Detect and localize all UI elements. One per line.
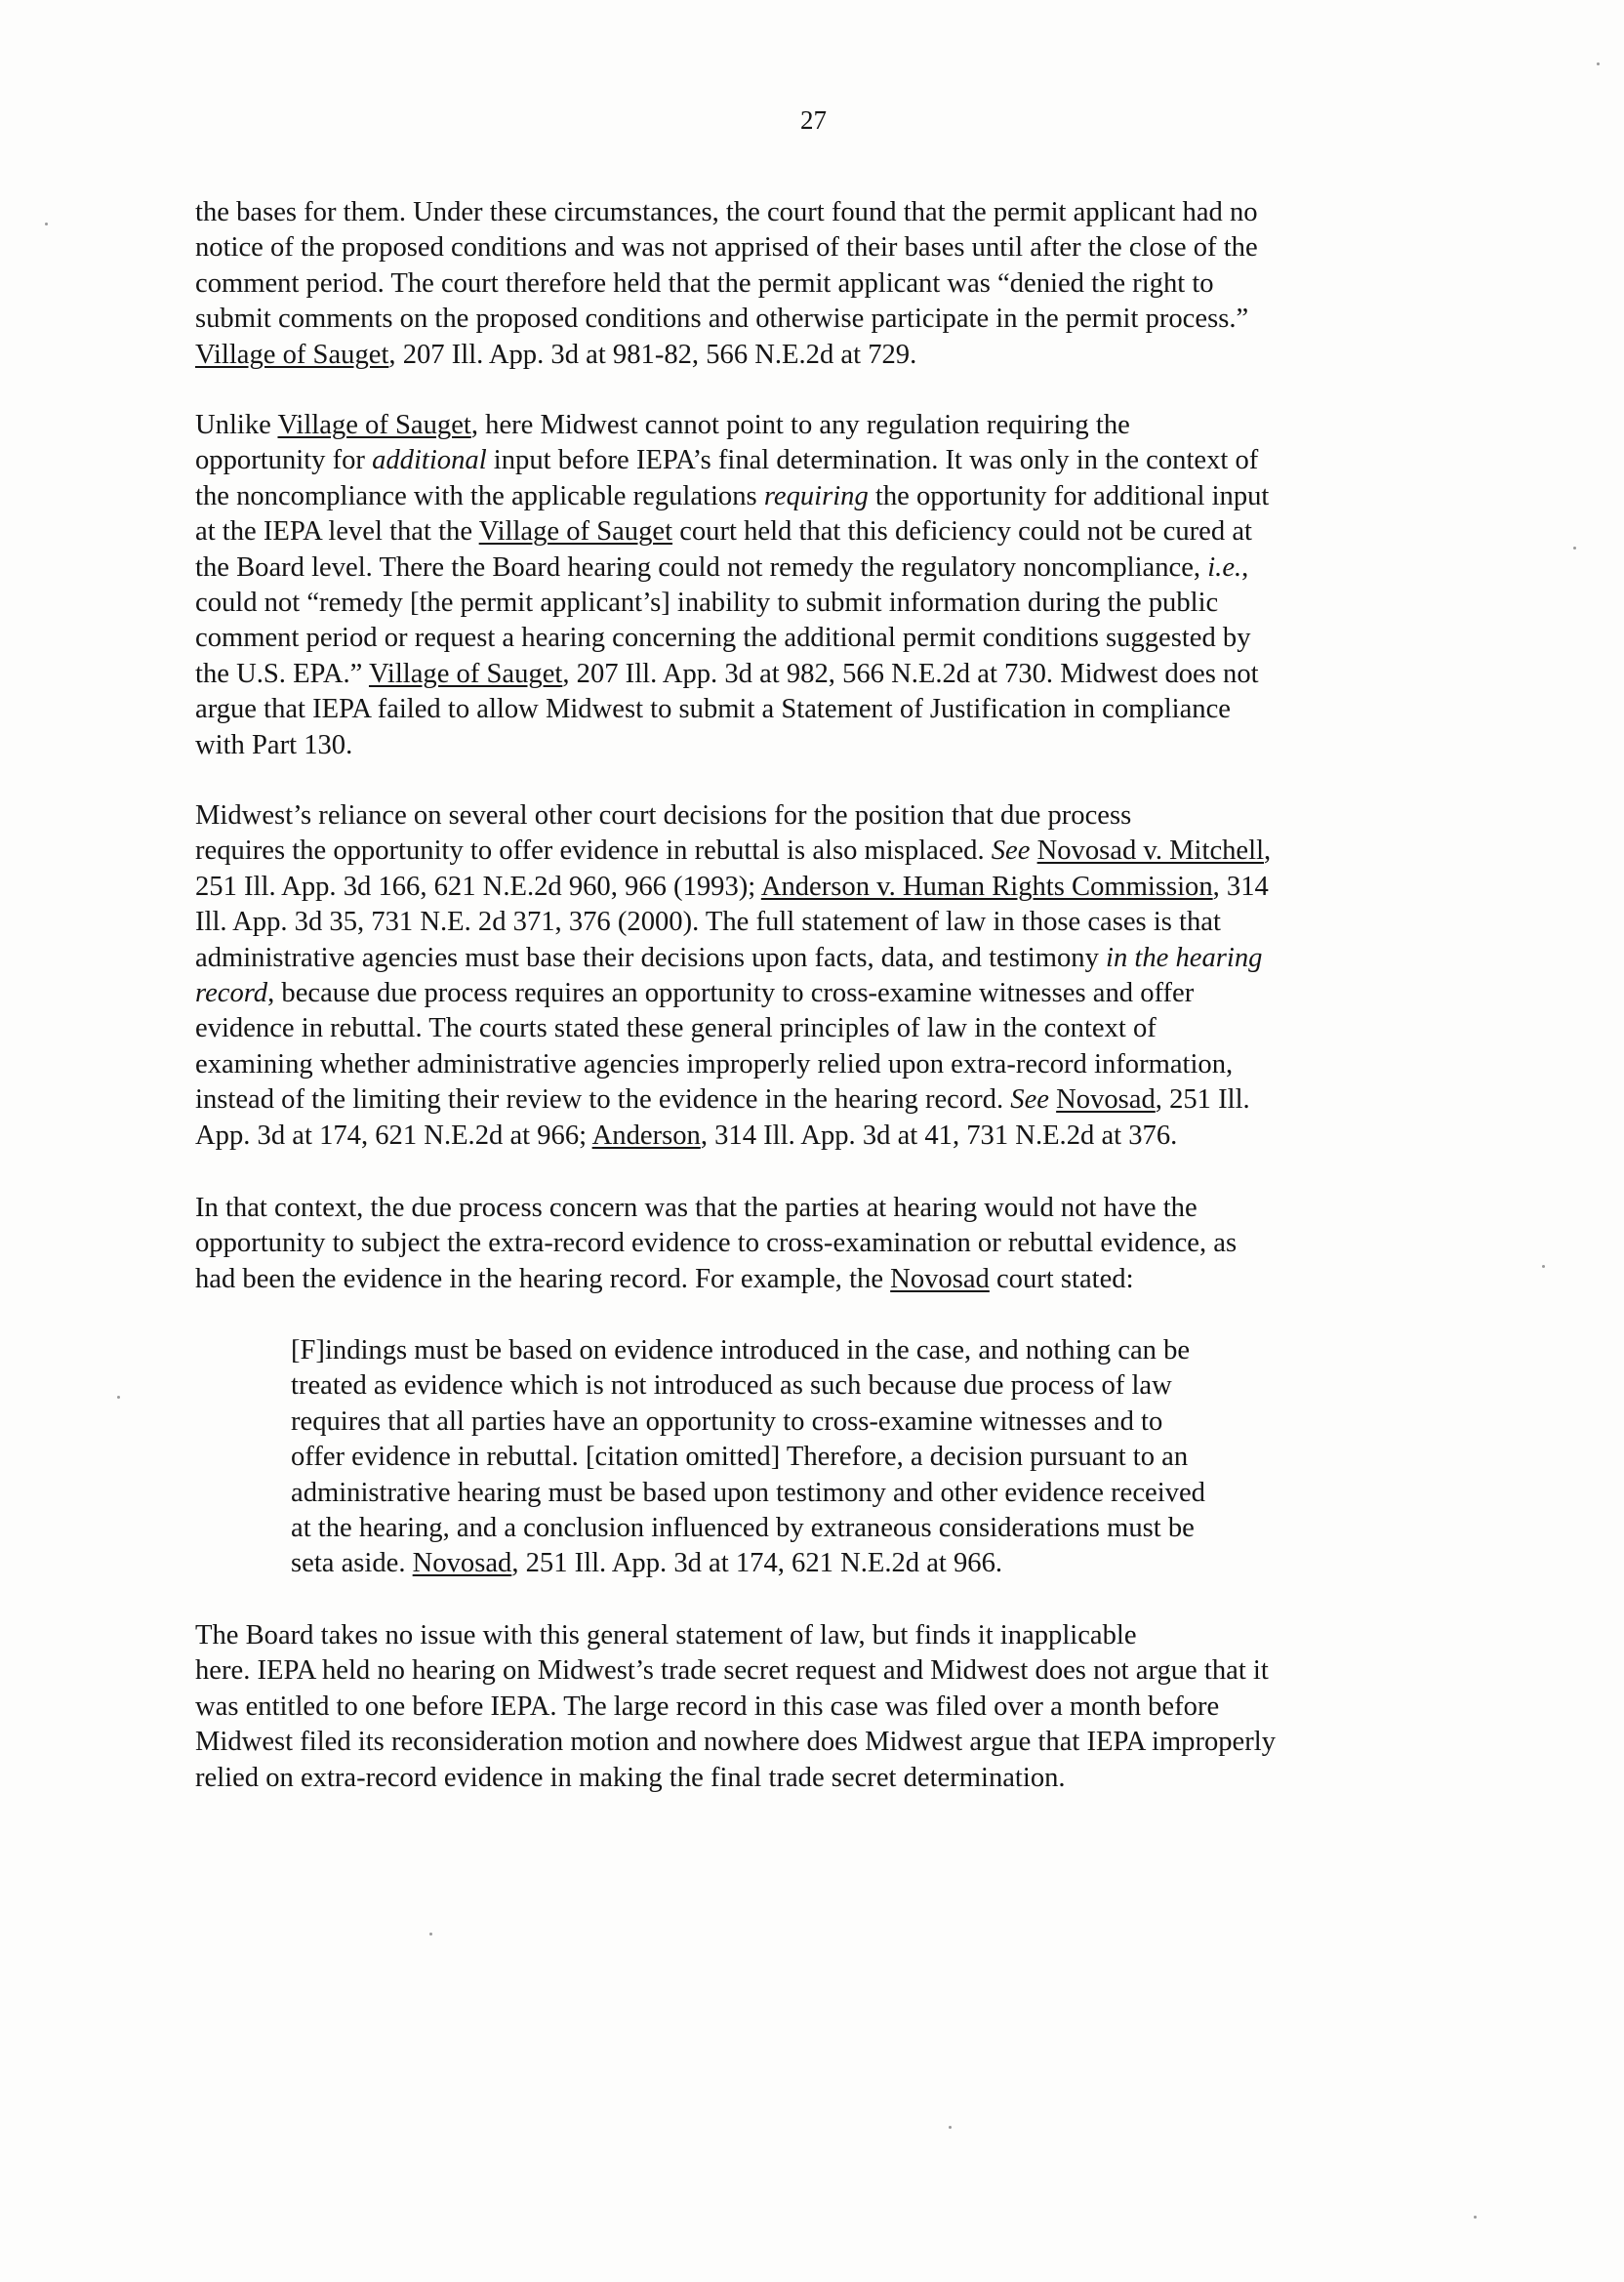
text-segment <box>1030 835 1036 866</box>
text-segment: , because due process requires an opportunity to cross-examine witnesses and offer <box>267 977 1195 1008</box>
emphasis-text: additional <box>372 445 487 476</box>
text-segment: argue that IEPA failed to allow Midwest to submit a Statement of Justification in compliance <box>195 694 1231 725</box>
emphasis-text: in the hearing <box>1106 942 1263 973</box>
text-line <box>195 1047 1430 1082</box>
scan-speck <box>949 2126 952 2129</box>
text-segment: the opportunity for additional input <box>868 480 1270 511</box>
text-segment: , <box>1241 551 1249 583</box>
text-line <box>291 1440 1413 1475</box>
text-line <box>195 443 1430 478</box>
page-number: 27 <box>800 105 827 135</box>
text-segment: comment period or request a hearing concerning the additional permit conditions suggested by <box>195 623 1251 654</box>
text-segment: instead of the limiting their review to the evidence in the hearing record. <box>195 1084 1011 1116</box>
emphasis-text: See <box>1010 1084 1049 1116</box>
emphasis-text: requiring <box>763 480 869 511</box>
text-line <box>195 621 1430 656</box>
text-segment: , here Midwest cannot point to any regulation requiring the <box>470 410 1130 440</box>
case-citation: Village of Sauget <box>478 516 673 548</box>
scan-speck <box>45 223 48 225</box>
text-line <box>195 1119 1430 1154</box>
text-line <box>195 479 1430 514</box>
text-segment: , 251 Ill. App. 3d at 174, 621 N.E.2d at 966. <box>511 1548 1003 1579</box>
text-segment: submit comments on the proposed conditions and otherwise participate in the permit process.” <box>195 304 1249 335</box>
scan-speck <box>1597 62 1600 65</box>
text-segment: Ill. App. 3d 35, 731 N.E. 2d 371, 376 (2000). The full statement of law in those cases is that <box>195 907 1221 938</box>
text-line <box>195 941 1430 976</box>
text-line <box>195 728 1430 763</box>
case-citation: Anderson v. Human Rights Commission <box>760 871 1213 902</box>
text-line <box>195 1653 1430 1689</box>
case-citation: Village of Sauget <box>368 658 563 689</box>
text-line <box>195 266 1430 302</box>
text-segment: [F]indings must be based on evidence introduced in the case, and nothing can be <box>291 1335 1191 1365</box>
text-line <box>195 657 1430 692</box>
text-segment: the bases for them. Under these circumstances, the court found that the permit applicant had no <box>195 197 1258 227</box>
case-citation: Novosad <box>890 1263 990 1294</box>
text-segment: App. 3d at 174, 621 N.E.2d at 966; <box>195 1120 592 1151</box>
text-segment: relied on extra-record evidence in making the final trade secret determination. <box>195 1762 1066 1793</box>
text-line <box>195 798 1430 834</box>
text-segment: the Board level. There the Board hearing could not remedy the regulatory noncompliance, <box>195 551 1208 583</box>
scan-speck <box>117 1396 120 1399</box>
text-segment: The Board takes no issue with this general statement of law, but finds it inapplicable <box>195 1620 1137 1650</box>
text-line <box>195 514 1430 550</box>
text-line <box>195 302 1430 337</box>
text-segment: administrative hearing must be based upon testimony and other evidence received <box>291 1477 1205 1508</box>
text-segment: , 207 Ill. App. 3d at 982, 566 N.E.2d at 730. Midwest does not <box>562 658 1259 689</box>
text-segment: examining whether administrative agencies improperly relied upon extra-record information, <box>195 1048 1234 1080</box>
scan-speck <box>1474 2216 1477 2219</box>
text-line <box>195 195 1430 230</box>
case-citation: Novosad v. Mitchell <box>1036 835 1265 867</box>
text-segment: treated as evidence which is not introduced as such because due process of law <box>291 1370 1172 1402</box>
text-line <box>195 905 1430 940</box>
paragraph-3 <box>195 798 1430 1154</box>
text-line <box>291 1546 1413 1581</box>
text-segment: at the hearing, and a conclusion influenced by extraneous considerations must be <box>291 1512 1195 1543</box>
text-segment: court held that this deficiency could not be cured at <box>672 516 1252 548</box>
scan-speck <box>1542 1265 1545 1268</box>
emphasis-text: record <box>195 977 268 1008</box>
scan-speck <box>1573 547 1576 550</box>
scan-speck <box>429 1933 432 1936</box>
case-citation: Village of Sauget <box>277 410 471 440</box>
text-line <box>195 230 1430 265</box>
text-segment: opportunity to subject the extra-record evidence to cross-examination or rebuttal evidence, as <box>195 1228 1238 1259</box>
text-segment: Unlike <box>195 410 278 440</box>
case-citation: Village of Sauget <box>195 339 389 370</box>
text-line <box>195 586 1430 621</box>
paragraph-4 <box>195 1191 1430 1297</box>
text-line <box>195 1226 1430 1261</box>
text-line <box>195 1725 1430 1760</box>
text-line <box>195 1761 1430 1796</box>
text-segment: court stated: <box>989 1263 1134 1294</box>
text-line <box>195 550 1430 586</box>
text-line <box>195 1191 1430 1226</box>
text-segment: the noncompliance with the applicable regulations <box>195 480 764 511</box>
text-line <box>195 1262 1430 1297</box>
case-citation: Anderson <box>591 1120 701 1151</box>
text-line <box>195 1011 1430 1046</box>
text-line <box>195 834 1430 869</box>
text-line <box>195 408 1430 443</box>
text-segment: here. IEPA held no hearing on Midwest’s trade secret request and Midwest does not argue that it <box>195 1655 1269 1687</box>
text-segment: , 251 Ill. <box>1155 1084 1250 1116</box>
text-segment: seta aside. <box>291 1548 413 1579</box>
text-segment: Midwest’s reliance on several other court decisions for the position that due process <box>195 800 1132 831</box>
block-quote <box>291 1333 1413 1582</box>
text-segment: , 314 <box>1212 871 1269 902</box>
text-line <box>291 1476 1413 1511</box>
text-segment: evidence in rebuttal. The courts stated these general principles of law in the context of <box>195 1013 1157 1044</box>
text-segment: , 207 Ill. App. 3d at 981-82, 566 N.E.2d at 729. <box>388 339 917 370</box>
text-segment: was entitled to one before IEPA. The large record in this case was filed over a month before <box>195 1691 1220 1722</box>
case-citation: Novosad <box>1056 1084 1156 1116</box>
text-segment: requires the opportunity to offer evidence in rebuttal is also misplaced. <box>195 835 992 867</box>
text-segment: opportunity for <box>195 445 373 476</box>
text-line <box>195 338 1430 373</box>
text-line <box>195 1618 1430 1653</box>
emphasis-text: See <box>991 835 1031 867</box>
text-line <box>291 1333 1413 1368</box>
text-segment: could not “remedy [the permit applicant’s] inability to submit information during the public <box>195 587 1219 618</box>
text-segment: , <box>1264 835 1272 867</box>
text-segment: at the IEPA level that the <box>195 516 479 548</box>
text-line <box>195 692 1430 727</box>
paragraph-2 <box>195 408 1430 763</box>
text-segment: notice of the proposed conditions and was not apprised of their bases until after the close of the <box>195 232 1258 264</box>
text-segment: with Part 130. <box>195 729 353 760</box>
text-line <box>195 1690 1430 1725</box>
text-segment: the U.S. EPA.” <box>195 658 369 689</box>
text-line <box>195 976 1430 1011</box>
text-segment: In that context, the due process concern was that the parties at hearing would not have the <box>195 1193 1198 1223</box>
text-segment: 251 Ill. App. 3d 166, 621 N.E.2d 960, 966 (1993); <box>195 871 761 902</box>
text-segment: administrative agencies must base their decisions upon facts, data, and testimony <box>195 942 1107 973</box>
case-citation: Novosad <box>412 1548 512 1579</box>
text-segment: Midwest filed its reconsideration motion and nowhere does Midwest argue that IEPA improperly <box>195 1727 1277 1758</box>
closing-paragraph <box>195 1618 1430 1796</box>
text-line <box>195 1082 1430 1118</box>
text-segment: offer evidence in rebuttal. [citation omitted] Therefore, a decision pursuant to an <box>291 1442 1189 1473</box>
paragraph-1 <box>195 195 1430 373</box>
text-segment: requires that all parties have an opportunity to cross-examine witnesses and to <box>291 1406 1163 1437</box>
text-segment: had been the evidence in the hearing record. For example, the <box>195 1263 891 1294</box>
text-line <box>195 870 1430 905</box>
text-line <box>291 1368 1413 1404</box>
text-line <box>291 1405 1413 1440</box>
emphasis-text: i.e. <box>1207 551 1242 583</box>
text-segment: input before IEPA’s final determination. It was only in the context of <box>486 445 1259 476</box>
text-segment: comment period. The court therefore held that the permit applicant was “denied the right to <box>195 267 1214 299</box>
text-line <box>291 1511 1413 1546</box>
text-segment: , 314 Ill. App. 3d at 41, 731 N.E.2d at 376. <box>700 1120 1178 1151</box>
